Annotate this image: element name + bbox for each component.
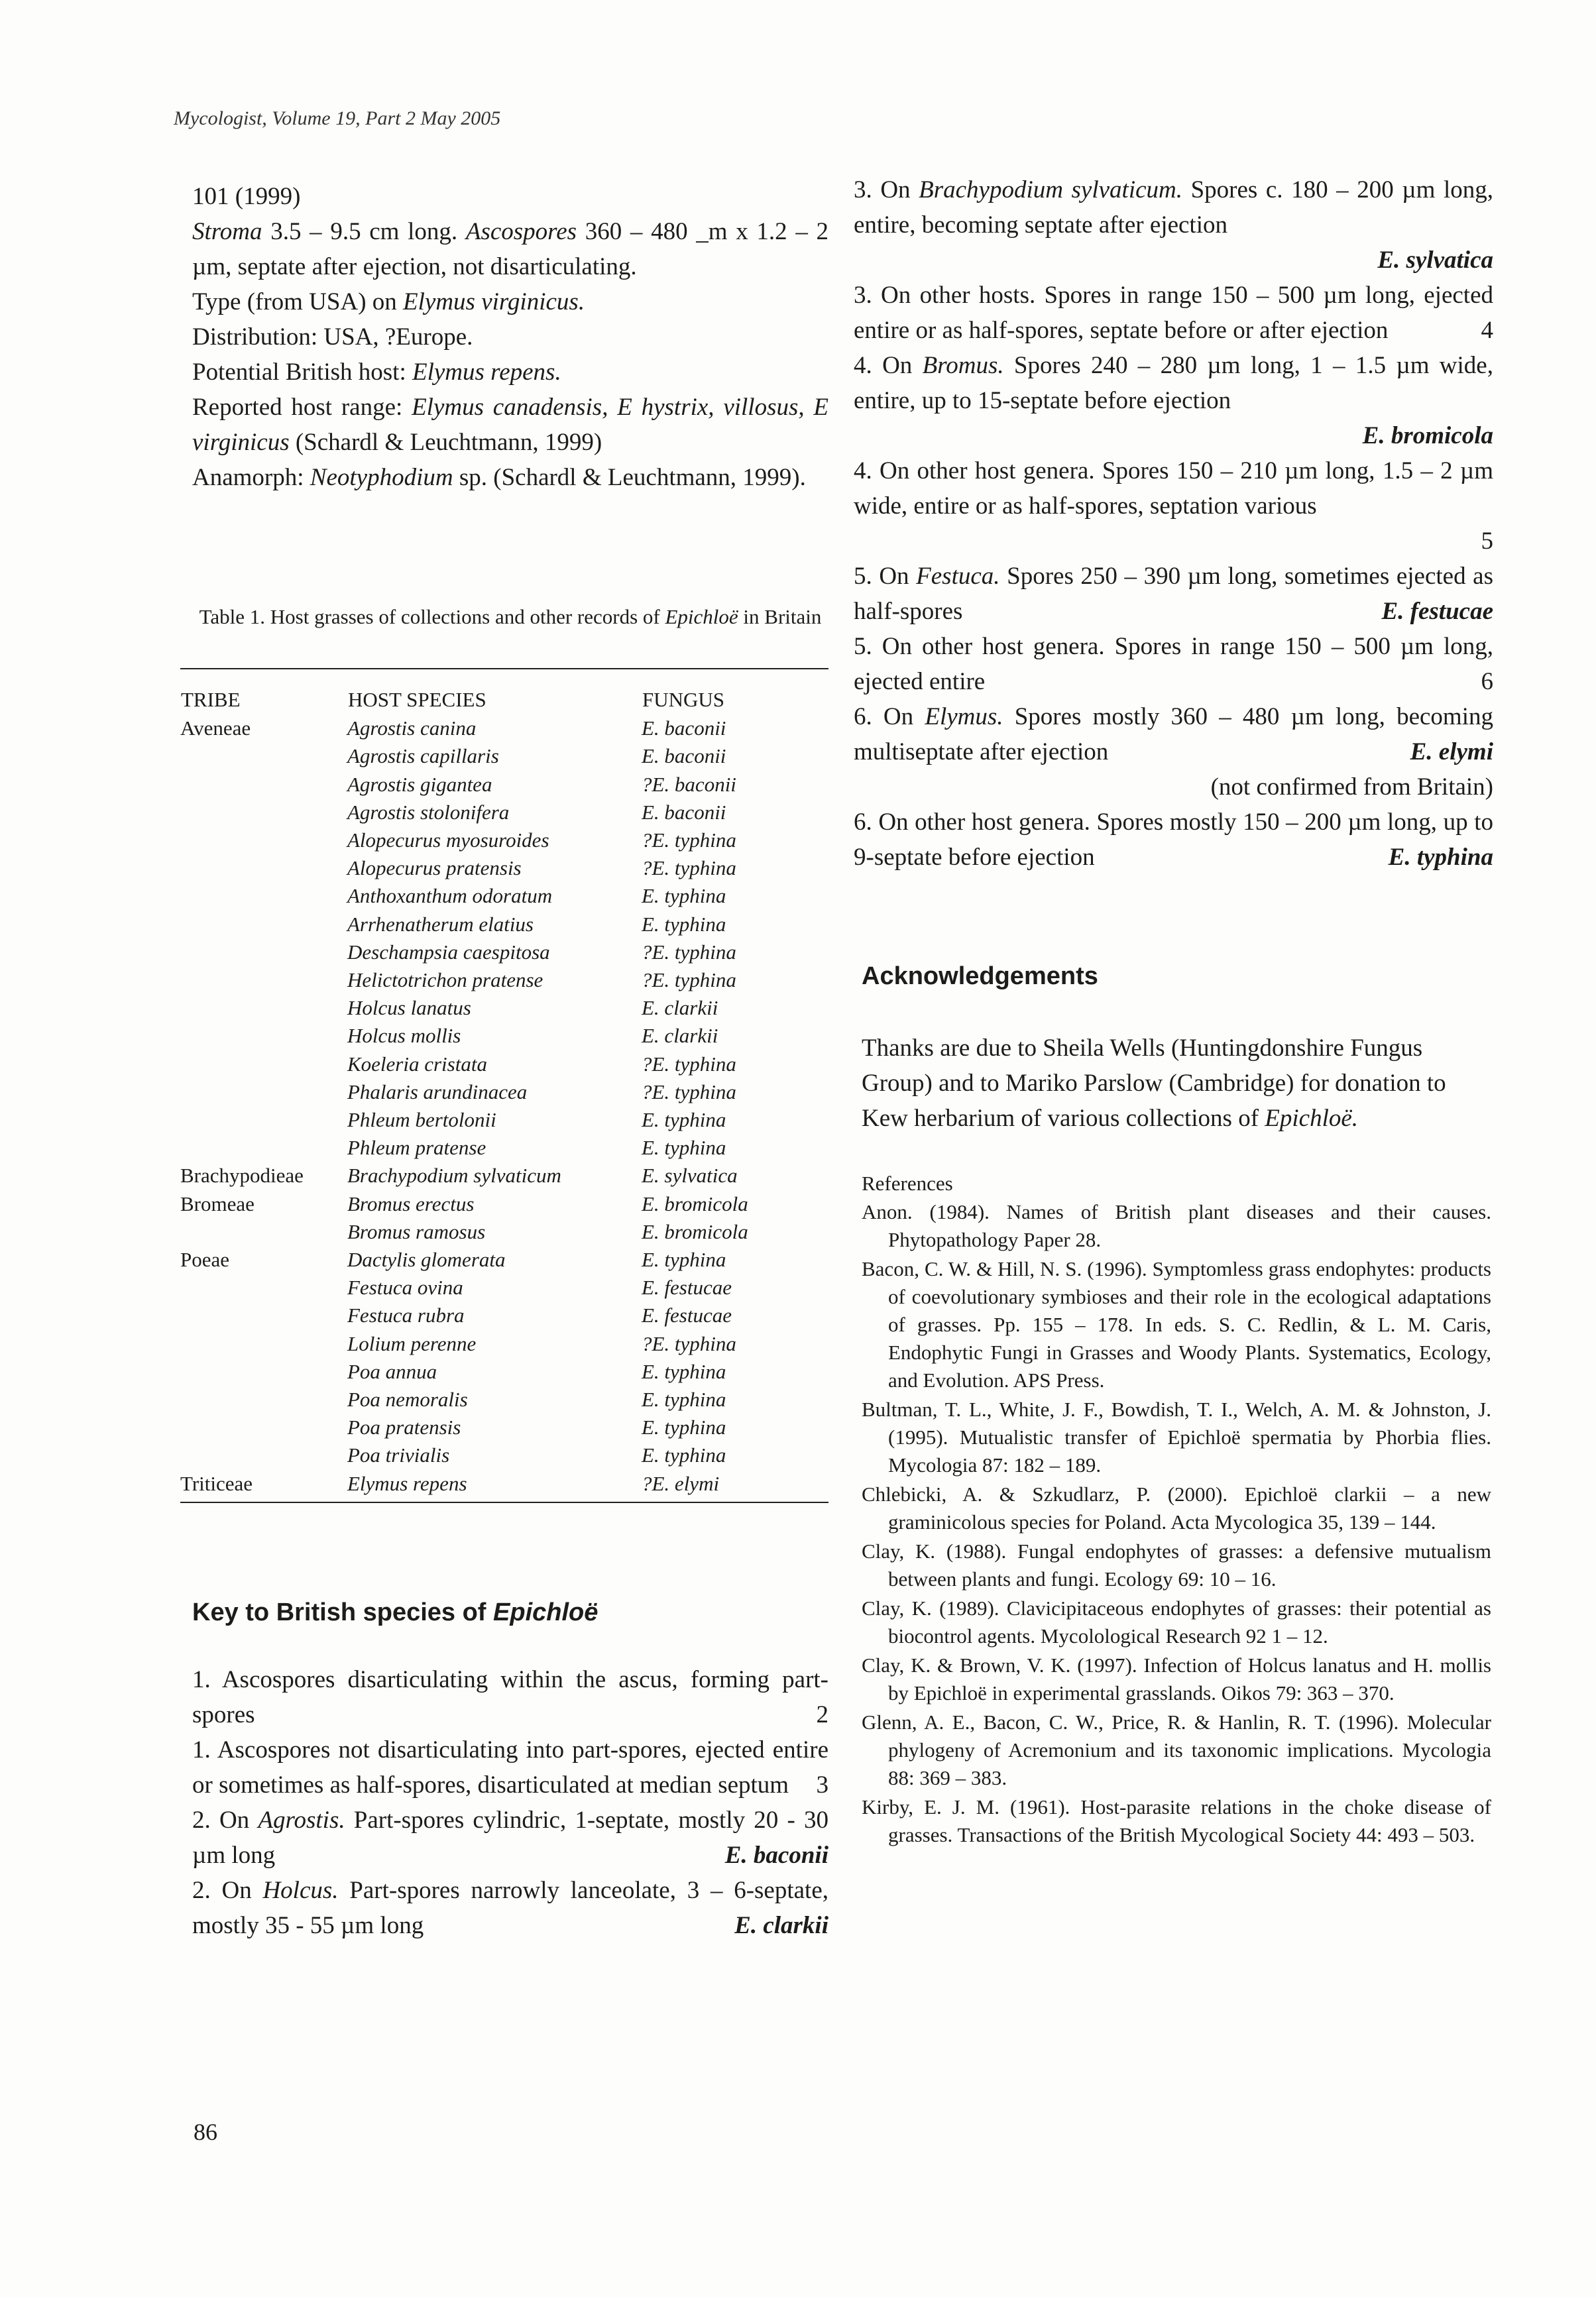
key-couplet: 4. On other host genera. Spores 150 – 210 µm long, 1.5 – 2 µm wide, entire or as half-spores, septation various: [854, 457, 1493, 520]
description-line: Stroma 3.5 – 9.5 cm long. Ascospores 360 – 480 _m x 1.2 – 2 µm, septate after ejection, not disarticulating.: [192, 218, 829, 280]
table-row: [180, 1190, 828, 1218]
fungus-cell: E. baconii: [642, 800, 726, 824]
tribe-cell: [180, 994, 347, 1022]
key-couplet: 1. Ascospores disarticulating within the ascus, forming part-spores 2: [192, 1666, 828, 1728]
tribe-cell: [180, 854, 347, 882]
host-species-cell: Holcus lanatus: [347, 996, 471, 1020]
tribe-cell: [180, 966, 347, 994]
table-row: [180, 911, 828, 938]
key-couplet: 3. On Brachypodium sylvaticum. Spores c. 180 – 200 µm long, entire, becoming septate after ejection: [854, 176, 1493, 239]
column-header: HOST SPECIES: [347, 669, 642, 714]
table-row: [180, 1162, 828, 1190]
table-header-row: [180, 669, 828, 714]
fungus-cell: E. typhina: [642, 1416, 726, 1439]
description-line: Anamorph: Neotyphodium sp. (Schardl & Leuchtmann, 1999).: [192, 464, 806, 491]
reference-item: Anon. (1984). Names of British plant diseases and their causes. Phytopathology Paper 28.: [862, 1200, 1491, 1251]
table-row: [180, 966, 828, 994]
key-species: E. bromicola: [1362, 422, 1493, 449]
tribe-cell: Poeae: [180, 1248, 230, 1272]
table-row: [180, 938, 828, 966]
key-couplet: 5. On other host genera. Spores in range 150 – 500 µm long, ejected entire 6: [854, 633, 1493, 695]
tribe-cell: [180, 938, 347, 966]
page-number: 86: [194, 2119, 217, 2145]
tribe-cell: [180, 1386, 347, 1414]
host-species-cell: Poa pratensis: [347, 1416, 461, 1439]
reference-item: Clay, K. (1989). Clavicipitaceous endophytes of grasses: their potential as biocontrol agents. Mycolological Research 92 1 – 12.: [862, 1597, 1491, 1648]
key-title: Key to British species of Epichloë: [192, 1598, 598, 1626]
key-couplet: 5. On Festuca. Spores 250 – 390 µm long, sometimes ejected as half-spores E. festucae: [854, 563, 1493, 625]
fungus-cell: E. typhina: [642, 1359, 726, 1383]
table-row: [180, 826, 828, 854]
fungus-cell: E. typhina: [642, 1388, 726, 1412]
table-row: [180, 1218, 828, 1246]
fungus-cell: E. typhina: [642, 884, 726, 908]
description-line: Potential British host: Elymus repens.: [192, 359, 561, 386]
fungus-cell: ?E. typhina: [642, 856, 736, 880]
table-body: [180, 714, 828, 1502]
reference-item: Kirby, E. J. M. (1961). Host-parasite relations in the choke disease of grasses. Transactions of the British Mycological Society 44: 493 – 503.: [862, 1795, 1491, 1846]
host-species-cell: Anthoxanthum odoratum: [347, 884, 553, 908]
host-species-cell: Koeleria cristata: [347, 1052, 487, 1076]
table-row: [180, 1302, 828, 1329]
fungus-cell: E. typhina: [642, 1108, 726, 1132]
host-species-cell: Alopecurus pratensis: [347, 856, 522, 880]
fungus-cell: E. typhina: [642, 1443, 726, 1467]
description-line: Reported host range: Elymus canadensis, E hystrix, villosus, E virginicus (Schardl & Leuchtmann, 1999): [192, 394, 829, 456]
fungus-cell: E. clarkii: [642, 996, 718, 1020]
fungus-cell: E. baconii: [642, 744, 726, 768]
species-description: [192, 179, 828, 495]
host-species-cell: Agrostis stolonifera: [347, 800, 510, 824]
key-right: [854, 172, 1493, 875]
table-row: [180, 1274, 828, 1302]
key-couplet: 3. On other hosts. Spores in range 150 – 500 µm long, ejected entire or as half-spores, septate before or after ejection 4: [854, 282, 1493, 344]
table-row: [180, 1330, 828, 1358]
host-species-cell: Agrostis capillaris: [347, 744, 499, 768]
host-species-cell: Poa trivialis: [347, 1443, 450, 1467]
table-row: [180, 742, 828, 770]
host-species-cell: Dactylis glomerata: [347, 1248, 506, 1272]
host-species-cell: Arrhenatherum elatius: [347, 912, 534, 936]
tribe-cell: Brachypodieae: [180, 1164, 304, 1188]
table-row: [180, 994, 828, 1022]
table-row: [180, 1246, 828, 1274]
tribe-cell: Triticeae: [180, 1470, 347, 1502]
host-species-cell: Holcus mollis: [347, 1024, 461, 1048]
table-row: [180, 1050, 828, 1078]
table-row: [180, 1414, 828, 1441]
fungus-cell: E. typhina: [642, 1136, 726, 1160]
tribe-cell: [180, 1134, 347, 1162]
tribe-cell: [180, 1302, 347, 1329]
references: [862, 1170, 1491, 1850]
fungus-cell: E. festucae: [642, 1304, 732, 1327]
tribe-cell: [180, 1022, 347, 1050]
table-row: [180, 799, 828, 826]
host-species-cell: Poa annua: [347, 1359, 437, 1383]
acknowledgements-title: Acknowledgements: [862, 962, 1098, 990]
host-species-cell: Brachypodium sylvaticum: [347, 1164, 561, 1188]
tribe-cell: [180, 1414, 347, 1441]
table-row: [180, 1441, 828, 1469]
host-species-cell: Festuca ovina: [347, 1276, 463, 1300]
fungus-cell: E. festucae: [642, 1276, 732, 1300]
key-couplet: 2. On Holcus. Part-spores narrowly lanceolate, 3 – 6-septate, mostly 35 - 55 µm long E. clarkii: [192, 1877, 828, 1939]
column-header: TRIBE: [180, 669, 347, 714]
tribe-cell: [180, 1106, 347, 1134]
key-species: E. sylvatica: [1377, 247, 1493, 274]
tribe-cell: [180, 771, 347, 799]
key-note: (not confirmed from Britain): [1210, 773, 1493, 801]
host-species-cell: Phleum pratense: [347, 1136, 486, 1160]
table-row: [180, 1078, 828, 1106]
fungus-cell: ?E. elymi: [642, 1470, 828, 1502]
host-table: [180, 668, 828, 1503]
tribe-cell: [180, 1358, 347, 1386]
fungus-cell: ?E. typhina: [642, 828, 736, 852]
table-row: [180, 1358, 828, 1386]
description-line: 101 (1999): [192, 183, 301, 210]
fungus-cell: ?E. typhina: [642, 1080, 736, 1103]
table-row: [180, 714, 828, 742]
tribe-cell: Aveneae: [180, 716, 251, 740]
table-row: [180, 771, 828, 799]
tribe-cell: [180, 742, 347, 770]
tribe-cell: [180, 1330, 347, 1358]
host-species-cell: Agrostis gigantea: [347, 772, 492, 796]
fungus-cell: ?E. typhina: [642, 968, 736, 992]
table-row: [180, 1134, 828, 1162]
fungus-cell: E. bromicola: [642, 1192, 748, 1215]
tribe-cell: [180, 1274, 347, 1302]
fungus-cell: ?E. typhina: [642, 1331, 736, 1355]
reference-item: Chlebicki, A. & Szkudlarz, P. (2000). Epichloë clarkii – a new graminicolous species for Poland. Acta Mycologica 35, 139 – 144.: [862, 1483, 1491, 1534]
description-line: Distribution: USA, ?Europe.: [192, 323, 473, 351]
tribe-cell: [180, 1078, 347, 1106]
table-row: [180, 1386, 828, 1414]
table-row: [180, 882, 828, 910]
host-species-cell: Poa nemoralis: [347, 1388, 468, 1412]
tribe-cell: [180, 882, 347, 910]
fungus-cell: ?E. baconii: [642, 772, 736, 796]
reference-item: Clay, K. (1988). Fungal endophytes of grasses: a defensive mutualism between plants and fungi. Ecology 69: 10 – 16.: [862, 1540, 1491, 1591]
tribe-cell: [180, 826, 347, 854]
table-caption: Table 1. Host grasses of collections and other records of Epichloë in Britain: [199, 605, 822, 628]
host-species-cell: Lolium perenne: [347, 1331, 477, 1355]
reference-item: Clay, K. & Brown, V. K. (1997). Infection of Holcus lanatus and H. mollis by Epichloë in experimental grasslands. Oikos 79: 363 – 370.: [862, 1653, 1491, 1705]
fungus-cell: E. sylvatica: [642, 1164, 738, 1188]
running-head: Mycologist, Volume 19, Part 2 May 2005: [174, 107, 501, 129]
tribe-cell: [180, 911, 347, 938]
table-row: [180, 854, 828, 882]
host-species-cell: Helictotrichon pratense: [347, 968, 543, 992]
table-row: [180, 1470, 828, 1502]
host-species-cell: Phalaris arundinacea: [347, 1080, 528, 1103]
key-couplet: 1. Ascospores not disarticulating into part-spores, ejected entire or sometimes as half-spores, disarticulated at median septum 3: [192, 1736, 828, 1799]
tribe-cell: [180, 1441, 347, 1469]
key-couplet: 6. On other host genera. Spores mostly 150 – 200 µm long, up to 9-septate before ejection E. typhina: [854, 809, 1493, 871]
key-couplet: 2. On Agrostis. Part-spores cylindric, 1-septate, mostly 20 - 30 µm long E. baconii: [192, 1807, 828, 1869]
host-species-cell: Deschampsia caespitosa: [347, 940, 550, 964]
key-lead: 5: [1481, 528, 1493, 555]
tribe-cell: [180, 1218, 347, 1246]
host-species-cell: Agrostis canina: [347, 716, 477, 740]
key-left: [192, 1662, 828, 1943]
fungus-cell: E. typhina: [642, 912, 726, 936]
fungus-cell: E. baconii: [642, 716, 726, 740]
host-species-cell: Phleum bertolonii: [347, 1108, 496, 1132]
host-species-cell: Bromus erectus: [347, 1192, 475, 1215]
fungus-cell: ?E. typhina: [642, 1052, 736, 1076]
tribe-cell: [180, 799, 347, 826]
tribe-cell: Bromeae: [180, 1192, 255, 1215]
host-species-cell: Bromus ramosus: [347, 1219, 486, 1243]
table-row: [180, 1106, 828, 1134]
description-line: Type (from USA) on Elymus virginicus.: [192, 288, 585, 315]
host-species-cell: Festuca rubra: [347, 1304, 465, 1327]
fungus-cell: E. clarkii: [642, 1024, 718, 1048]
host-species-cell: Alopecurus myosuroides: [347, 828, 549, 852]
key-couplet: 6. On Elymus. Spores mostly 360 – 480 µm long, becoming multiseptate after ejection E. elymi: [854, 703, 1493, 765]
reference-item: Bacon, C. W. & Hill, N. S. (1996). Symptomless grass endophytes: products of coevolutionary symbioses and their role in the ecological adaptations of grasses. Pp. 155 – 178. In eds. S. C. Redlin, & L. M. Caris, Endophytic Fungi in Grasses and Woody Plants. Systematics, Ecology, and Evolution. APS Press.: [862, 1257, 1491, 1392]
tribe-cell: [180, 1050, 347, 1078]
reference-item: Glenn, A. E., Bacon, C. W., Price, R. & Hanlin, R. T. (1996). Molecular phylogeny of Acremonium and its taxonomic implications. Mycologia 88: 369 – 383.: [862, 1710, 1491, 1789]
references-heading: References: [862, 1172, 953, 1195]
table-row: [180, 1022, 828, 1050]
host-species-cell: Elymus repens: [347, 1470, 642, 1502]
reference-item: Bultman, T. L., White, J. F., Bowdish, T. I., Welch, A. M. & Johnston, J. (1995). Mutualistic transfer of Epichloë spermatia by Phorbia flies. Mycologia 87: 182 – 189.: [862, 1398, 1491, 1477]
acknowledgements-text: Thanks are due to Sheila Wells (Huntingdonshire Fungus Group) and to Mariko Parslow (Cambridge) for donation to Kew herbarium of various collections of Epichloë.: [862, 1035, 1446, 1132]
fungus-cell: E. typhina: [642, 1248, 726, 1272]
fungus-cell: ?E. typhina: [642, 940, 736, 964]
fungus-cell: E. bromicola: [642, 1219, 748, 1243]
key-couplet: 4. On Bromus. Spores 240 – 280 µm long, 1 – 1.5 µm wide, entire, up to 15-septate before ejection: [854, 352, 1493, 414]
reference-list: [862, 1198, 1491, 1849]
column-header: FUNGUS: [642, 669, 828, 714]
